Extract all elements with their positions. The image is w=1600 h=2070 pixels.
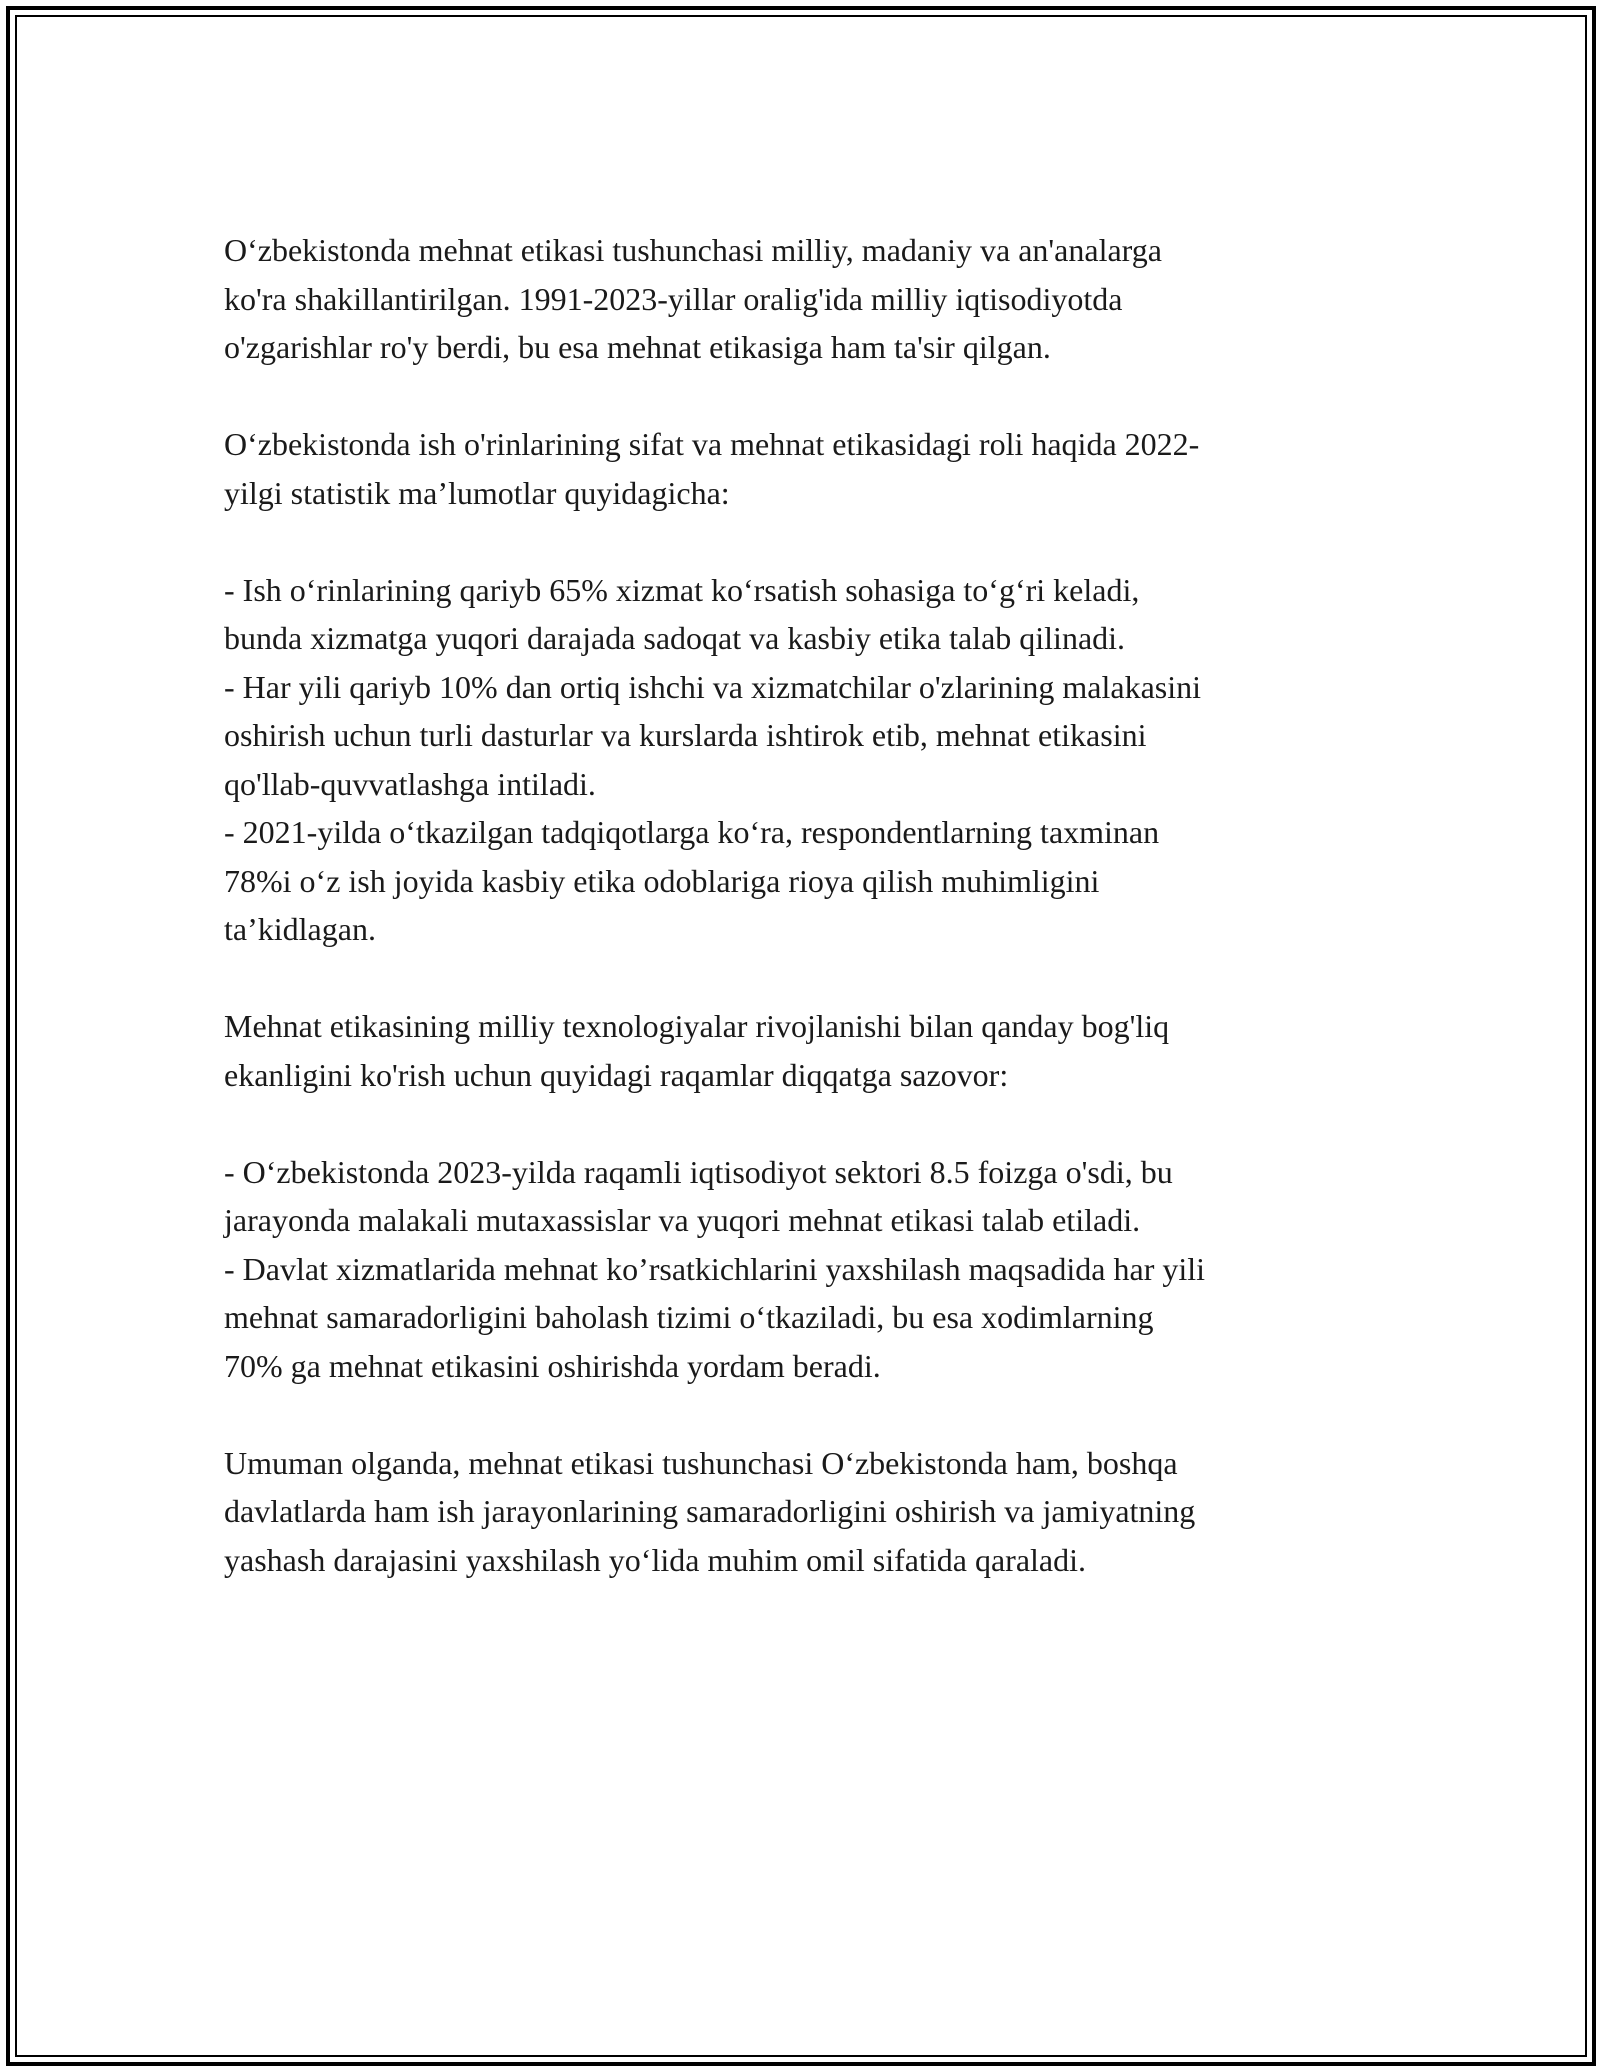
text-line: yilgi statistik ma’lumotlar quyidagicha:	[224, 474, 730, 511]
text-line: - Davlat xizmatlarida mehnat ko’rsatkichlarini yaxshilash maqsadida har yili	[224, 1250, 1206, 1287]
text-line: Umuman olganda, mehnat etikasi tushunchasi O‘zbekistonda ham, boshqa	[224, 1444, 1178, 1481]
document-body	[224, 226, 1374, 1633]
paragraph-5	[224, 1148, 1374, 1391]
text-line: - O‘zbekistonda 2023-yilda raqamli iqtisodiyot sektori 8.5 foizga o'sdi, bu	[224, 1153, 1173, 1190]
text-line: O‘zbekistonda ish o'rinlarining sifat va mehnat etikasidagi roli haqida 2022-	[224, 426, 1200, 462]
text-line: bunda xizmatga yuqori darajada sadoqat va kasbiy etika talab qilinadi.	[224, 620, 1126, 656]
text-line: mehnat samaradorligini baholash tizimi o‘tkaziladi, bu esa xodimlarning	[224, 1299, 1154, 1335]
text-line: oshirish uchun turli dasturlar va kurslarda ishtirok etib, mehnat etikasini	[224, 717, 1147, 753]
text-line: Mehnat etikasining milliy texnologiyalar rivojlanishi bilan qanday bog'liq	[224, 1008, 1170, 1044]
text-line: 70% ga mehnat etikasini oshirishda yordam beradi.	[224, 1347, 881, 1384]
text-line: ta’kidlagan.	[224, 911, 376, 947]
text-line: qo'llab-quvvatlashga intiladi.	[224, 765, 596, 802]
paragraph-6	[224, 1439, 1374, 1585]
text-line: o'zgarishlar ro'y berdi, bu esa mehnat etikasiga ham ta'sir qilgan.	[224, 329, 1051, 365]
text-line: - Har yili qariyb 10% dan ortiq ishchi va xizmatchilar o'zlarining malakasini	[224, 668, 1202, 705]
text-line: - Ish o‘rinlarining qariyb 65% xizmat ko‘rsatish sohasiga to‘g‘ri keladi,	[224, 571, 1140, 608]
paragraph-1	[224, 226, 1374, 372]
text-line: yashash darajasini yaxshilash yo‘lida muhim omil sifatida qaraladi.	[224, 1541, 1087, 1578]
text-line: O‘zbekistonda mehnat etikasi tushunchasi milliy, madaniy va an'analarga	[224, 232, 1162, 268]
text-line: 78%i o‘z ish joyida kasbiy etika odoblariga rioya qilish muhimligini	[224, 862, 1100, 899]
paragraph-2	[224, 420, 1374, 517]
text-line: - 2021-yilda o‘tkazilgan tadqiqotlarga ko‘ra, respondentlarning taxminan	[224, 814, 1160, 850]
text-line: ekanligini ko'rish uchun quyidagi raqamlar diqqatga sazovor:	[224, 1056, 1009, 1093]
paragraph-4	[224, 1002, 1374, 1099]
paragraph-3	[224, 566, 1374, 954]
text-line: ko'ra shakillantirilgan. 1991-2023-yillar oralig'ida milliy iqtisodiyotda	[224, 280, 1123, 317]
text-line: davlatlarda ham ish jarayonlarining samaradorligini oshirish va jamiyatning	[224, 1493, 1196, 1529]
text-line: jarayonda malakali mutaxassislar va yuqori mehnat etikasi talab etiladi.	[224, 1202, 1141, 1238]
